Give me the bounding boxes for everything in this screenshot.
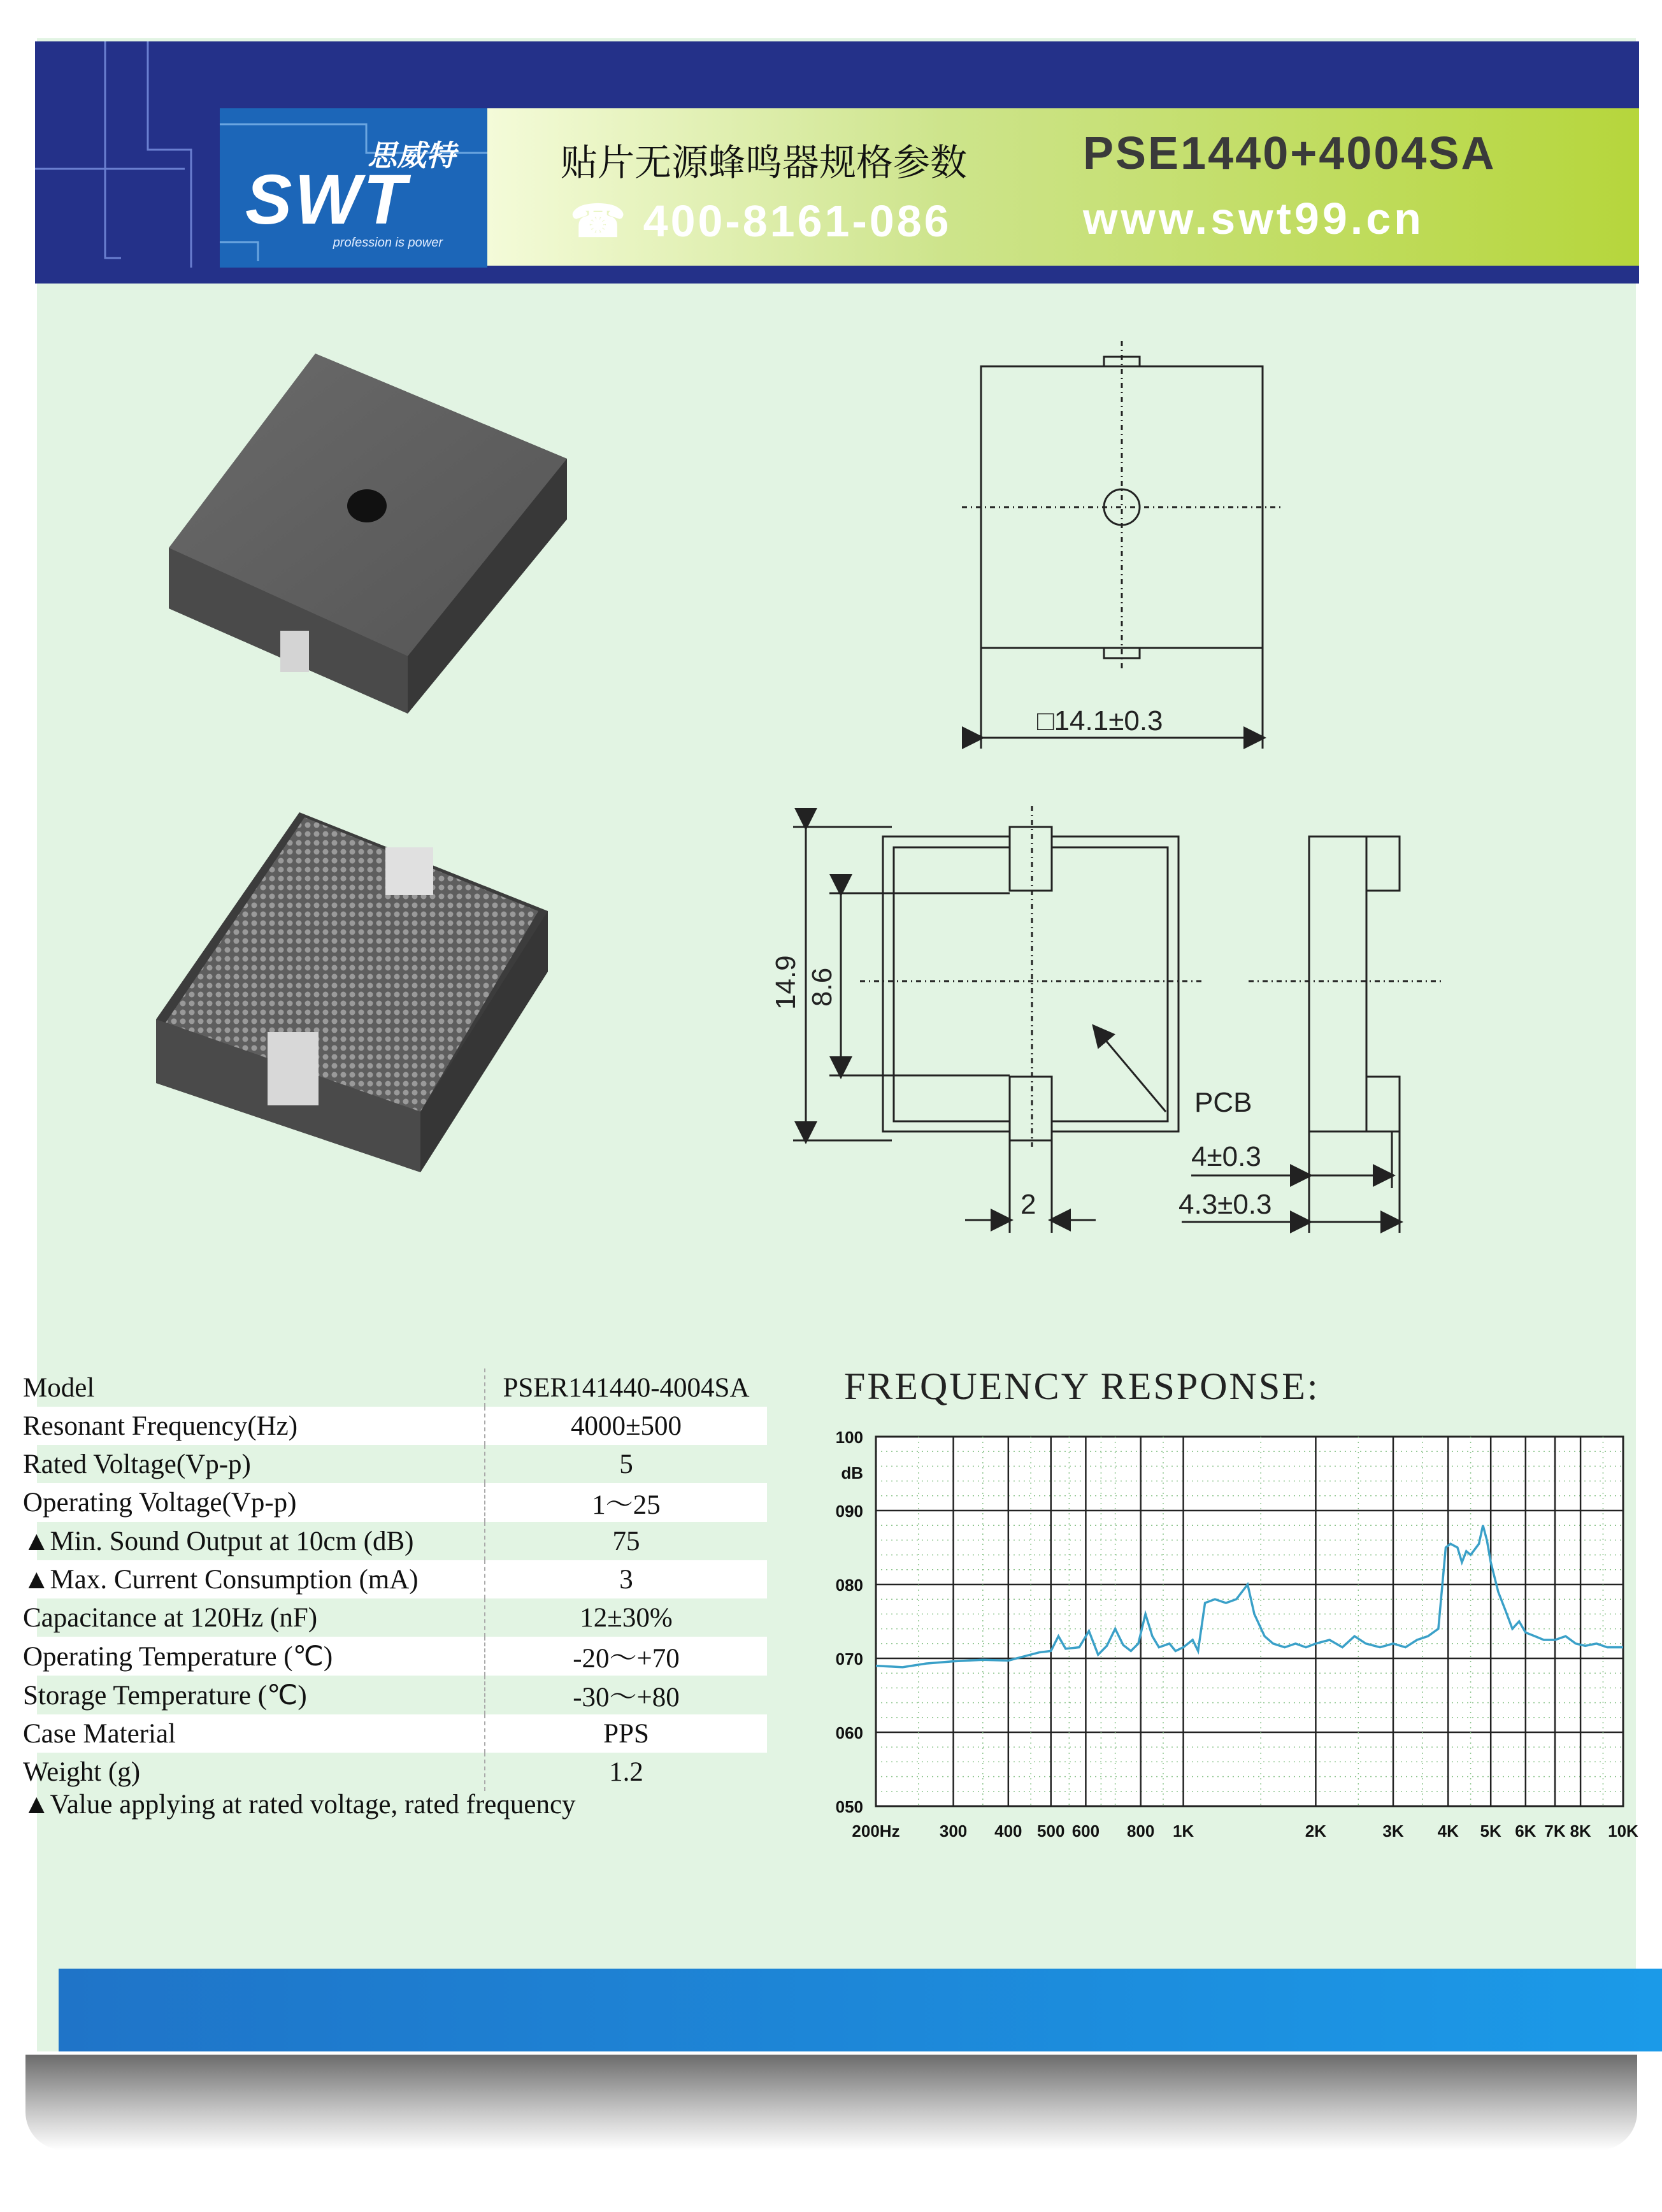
logo-chinese-text: 思威特	[368, 139, 455, 172]
chart-x-tick-label: 2K	[1305, 1821, 1327, 1841]
spec-value: 3	[485, 1560, 767, 1598]
chart-x-tick-label: 5K	[1480, 1821, 1501, 1841]
chart-x-tick-label: 3K	[1382, 1821, 1404, 1841]
dim-pad-width: 2	[1021, 1189, 1036, 1220]
spec-label: Model	[23, 1372, 95, 1403]
spec-footnote: ▲Value applying at rated voltage, rated frequency	[23, 1790, 576, 1820]
dim-top-width: □14.1±0.3	[1037, 705, 1163, 736]
spec-value: -30～+80	[485, 1676, 767, 1714]
chart-y-tick-label: 060	[835, 1723, 863, 1742]
spec-label: Case Material	[19, 1714, 485, 1753]
chart-x-tick-label: 8K	[1570, 1821, 1591, 1841]
page-title-model: PSE1440+4004SA	[1083, 128, 1496, 179]
spec-label: Weight (g)	[23, 1756, 141, 1787]
phone-text: 400-8161-086	[643, 196, 952, 246]
chart-x-tick-label: 200Hz	[852, 1821, 900, 1841]
chart-y-tick-label: 100	[835, 1428, 863, 1447]
chart-y-tick-label: 070	[835, 1649, 863, 1669]
spec-value: 1～25	[485, 1483, 767, 1522]
spec-value: 12±30%	[485, 1598, 767, 1637]
logo-swt-text: SWT	[245, 161, 409, 239]
spec-value: 1.2	[485, 1753, 767, 1791]
chart-y-tick-label: 090	[835, 1502, 863, 1521]
chart-x-tick-label: 300	[939, 1821, 968, 1841]
spec-label: Resonant Frequency(Hz)	[19, 1407, 485, 1445]
spec-label: Rated Voltage(Vp-p)	[23, 1449, 251, 1479]
chart-x-tick-label: 10K	[1608, 1821, 1638, 1841]
dim-thickness-2: 4.3±0.3	[1178, 1189, 1272, 1220]
spec-label: Storage Temperature (℃)	[23, 1680, 307, 1711]
dim-height-inner: 8.6	[806, 967, 838, 1007]
spec-value: 5	[485, 1445, 767, 1483]
chart-x-tick-label: 4K	[1437, 1821, 1459, 1841]
spec-value: 4000±500	[485, 1407, 767, 1445]
spec-label: Capacitance at 120Hz (nF)	[23, 1602, 318, 1633]
footer-bar	[59, 1969, 1662, 2051]
chart-x-tick-label: 500	[1037, 1821, 1065, 1841]
spec-label: Operating Temperature (℃)	[19, 1637, 485, 1676]
chart-x-tick-label: 800	[1126, 1821, 1155, 1841]
chart-x-tick-label: 400	[994, 1821, 1022, 1841]
chart-title: FREQUENCY RESPONSE:	[844, 1365, 1320, 1407]
chart-y-tick-label: 050	[835, 1797, 863, 1816]
spec-value: PPS	[485, 1714, 767, 1753]
chart-x-tick-label: 1K	[1172, 1821, 1194, 1841]
chart-y-axis-label: dB	[841, 1463, 863, 1483]
website-link[interactable]: www.swt99.cn	[1083, 194, 1424, 243]
pcb-label: PCB	[1194, 1087, 1252, 1118]
spec-label: ▲Max. Current Consumption (mA)	[19, 1560, 485, 1598]
spec-label: Operating Voltage(Vp-p)	[19, 1483, 485, 1522]
spec-value: 75	[485, 1522, 767, 1560]
dim-height-outer: 14.9	[770, 955, 801, 1010]
chart-y-tick-label: 080	[835, 1576, 863, 1595]
phone-icon: ☎	[570, 196, 643, 246]
spec-value: -20～+70	[485, 1637, 767, 1676]
page-shadow	[25, 2055, 1637, 2150]
spec-value: PSER141440-4004SA	[485, 1368, 767, 1407]
chart-x-tick-label: 600	[1071, 1821, 1100, 1841]
logo-tagline: profession is power	[333, 236, 443, 250]
dim-thickness-1: 4±0.3	[1191, 1141, 1261, 1172]
spec-label: ▲Min. Sound Output at 10cm (dB)	[23, 1526, 414, 1556]
page-title-chinese: 贴片无源蜂鸣器规格参数	[561, 141, 968, 184]
chart-x-tick-label: 6K	[1515, 1821, 1537, 1841]
chart-plot-area	[876, 1437, 1623, 1806]
chart-x-tick-label: 7K	[1544, 1821, 1566, 1841]
